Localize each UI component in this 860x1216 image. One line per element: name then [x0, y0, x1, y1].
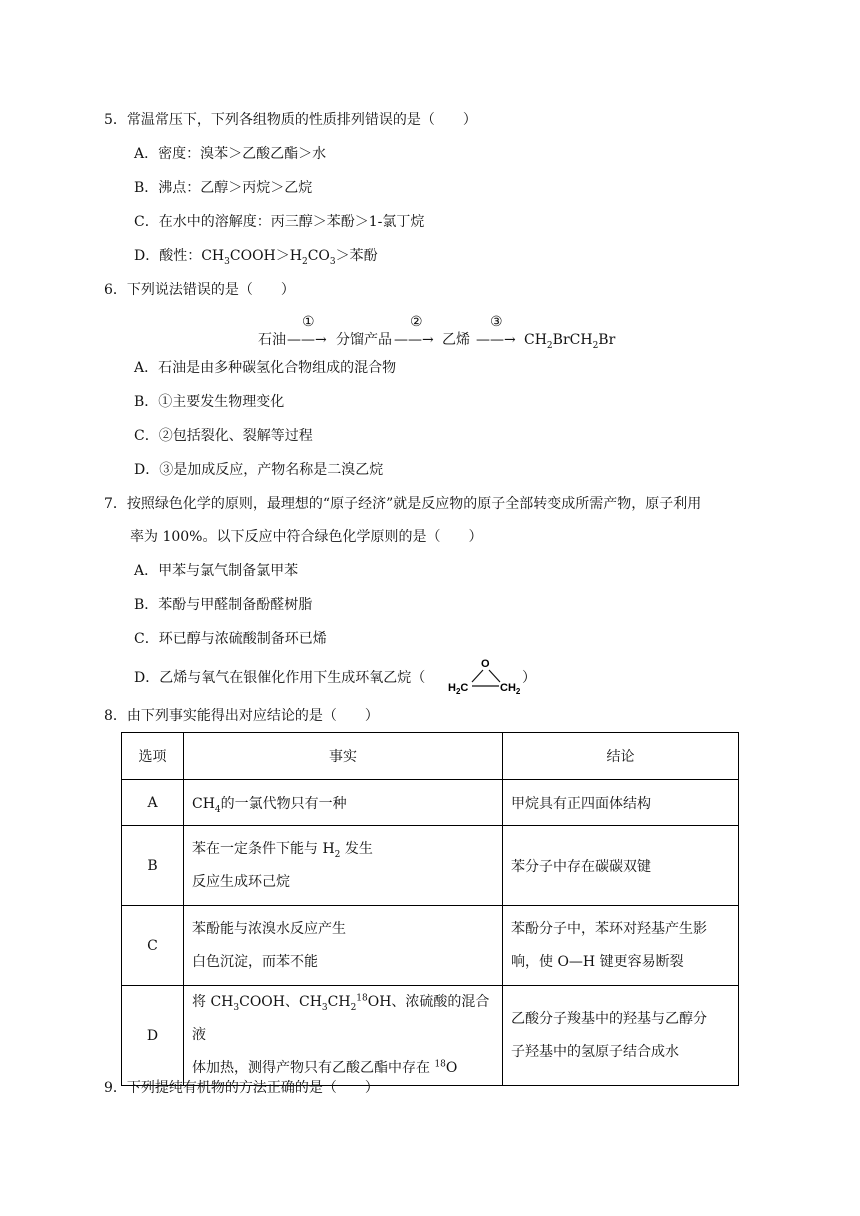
q6-option-a: A．石油是由多种碳氢化合物组成的混合物: [134, 360, 397, 376]
table-row: [122, 986, 739, 1086]
step-3-label: ③: [490, 314, 503, 330]
row-b-conclusion: 苯分子中存在碳碳双键: [503, 826, 739, 906]
q5-option-c: C．在水中的溶解度：丙三醇＞苯酚＞1-氯丁烷: [134, 214, 425, 230]
table-row: [122, 826, 739, 906]
row-b-option: B: [122, 826, 184, 906]
header-option: 选项: [122, 733, 184, 780]
scheme-start: 石油: [258, 332, 286, 348]
epoxide-structure: [448, 655, 524, 695]
q9-stem: 9．下列提纯有机物的方法正确的是（ ）: [104, 1080, 379, 1096]
q6-reaction-scheme: [258, 316, 658, 360]
table-row: [122, 780, 739, 826]
header-conclusion: 结论: [503, 733, 739, 780]
header-fact: 事实: [184, 733, 503, 780]
q8-table: [121, 732, 739, 1086]
epoxide-right-carbon: $CH_2$: [500, 682, 521, 695]
row-a-fact: $CH_4$的一氯代物只有一种: [184, 780, 503, 826]
step-2-label: ②: [410, 314, 423, 330]
q7-option-d-close: ）: [522, 670, 536, 686]
q7-option-a: A．甲苯与氯气制备氯甲苯: [134, 563, 299, 579]
q5-stem: 5．常温常压下，下列各组物质的性质排列错误的是（ ）: [104, 112, 477, 128]
scheme-product-2: 乙烯: [442, 332, 470, 348]
q7-stem-line-1: 7．按照绿色化学的原则，最理想的“原子经济”就是反应物的原子全部转变成所需产物，原子利用: [104, 496, 702, 512]
q6-option-c: C．②包括裂化、裂解等过程: [134, 428, 313, 444]
q6-option-d: D．③是加成反应，产物名称是二溴乙烷: [134, 462, 384, 478]
q6-stem: 6．下列说法错误的是（ ）: [104, 282, 295, 298]
scheme-product-3: $CH_2BrCH_2Br$: [524, 332, 616, 351]
row-a-conclusion: 甲烷具有正四面体结构: [503, 780, 739, 826]
row-a-option: A: [122, 780, 184, 826]
q6-option-b: B．①主要发生物理变化: [134, 394, 285, 410]
arrow-1: ——→: [287, 332, 327, 348]
scheme-product-1: 分馏产品: [336, 332, 392, 348]
q7-option-c: C．环已醇与浓硫酸制备环已烯: [134, 631, 327, 647]
row-d-conclusion: 乙酸分子羧基中的羟基与乙醇分 子羟基中的氢原子结合成水: [503, 986, 739, 1086]
row-b-fact: 苯在一定条件下能与 $H_2$ 发生 反应生成环己烷: [184, 826, 503, 906]
epoxide-left-carbon: $H_2C$: [448, 682, 469, 695]
row-d-fact: 将 $CH_3COOH$、$CH_3CH_2^{18}OH$、浓硫酸的混合液 体加热，测得产物只有乙酸乙酯中存在 $^{18}$O: [184, 986, 503, 1086]
q7-stem-line-2: 率为 100%。以下反应中符合绿色化学原则的是（ ）: [130, 529, 483, 545]
table-header-row: [122, 733, 739, 780]
arrow-2: ——→: [394, 332, 434, 348]
q5-option-d: D．酸性：$CH_3COOH>H_2CO_3>$苯酚: [134, 248, 378, 267]
table-row: [122, 906, 739, 986]
row-c-conclusion: 苯酚分子中，苯环对羟基产生影 响，使 O—H 键更容易断裂: [503, 906, 739, 986]
q5-option-a: A．密度：溴苯＞乙酸乙酯＞水: [134, 146, 327, 162]
q8-stem: 8．由下列事实能得出对应结论的是（ ）: [104, 708, 379, 724]
step-1-label: ①: [302, 314, 315, 330]
row-c-option: C: [122, 906, 184, 986]
row-d-option: D: [122, 986, 184, 1086]
q5-option-b: B．沸点：乙醇＞丙烷＞乙烷: [134, 180, 313, 196]
q7-option-b: B．苯酚与甲醛制备酚醛树脂: [134, 597, 313, 613]
epoxide-o: O: [481, 658, 490, 670]
arrow-3: ——→: [476, 332, 516, 348]
row-c-fact: 苯酚能与浓溴水反应产生 白色沉淀，而苯不能: [184, 906, 503, 986]
q7-option-d: D．乙烯与氧气在银催化作用下生成环氧乙烷（: [134, 670, 426, 686]
